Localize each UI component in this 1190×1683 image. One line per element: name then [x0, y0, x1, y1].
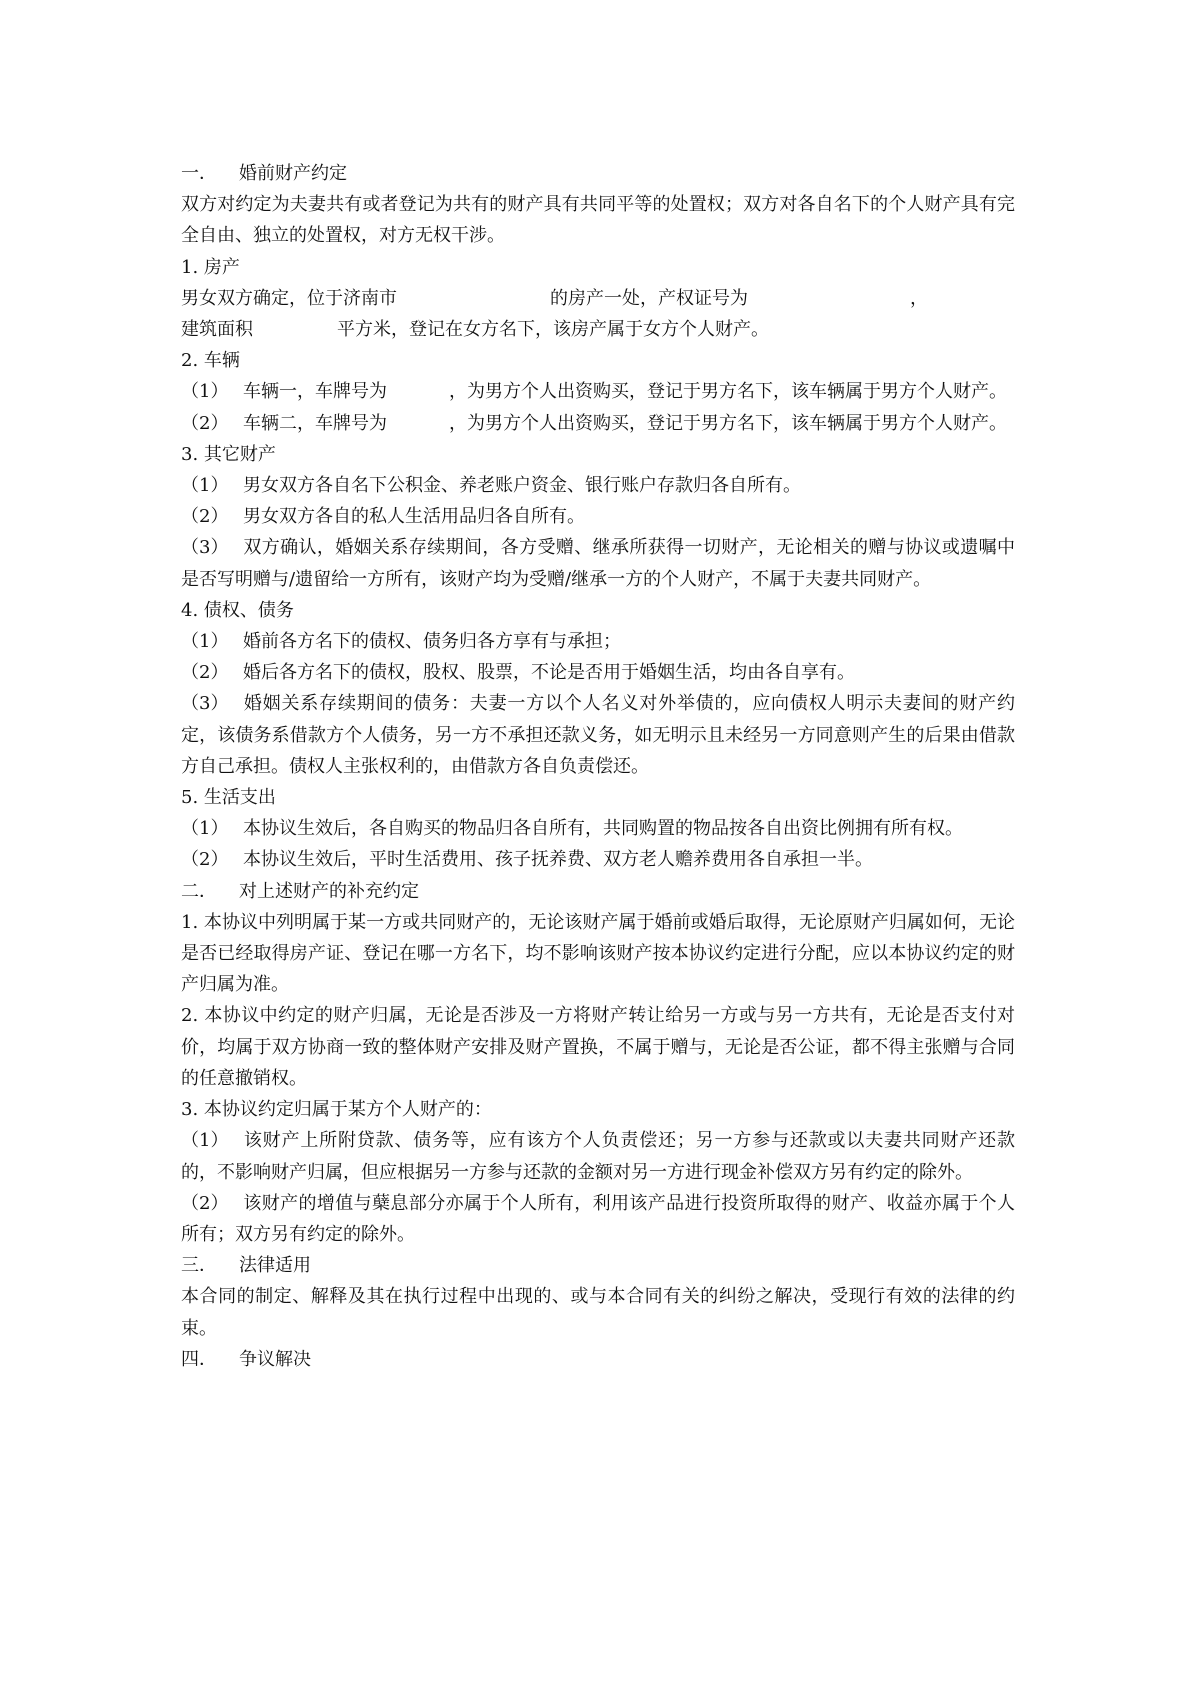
paragraph: 本合同的制定、解释及其在执行过程中出现的、或与本合同有关的纠纷之解决，受现行有效的法律的约束。	[181, 1286, 1015, 1339]
item-marker: （3）	[181, 537, 229, 559]
paragraph: 双方对约定为夫妻共有或者登记为共有的财产具有共同平等的处置权；双方对各自名下的个人财产具有完全自由、独立的处置权，对方无权干涉。	[181, 194, 1015, 247]
text-run: 平方米，登记在女方名下，该房产属于女方个人财产。	[337, 319, 769, 341]
paragraph: 3. 本协议约定归属于某方个人财产的：	[181, 1099, 492, 1121]
text-run: 车辆一，车牌号为	[243, 381, 387, 403]
section-number: 三．	[181, 1255, 217, 1277]
list-item	[181, 626, 1015, 657]
section-number: 二．	[181, 880, 217, 902]
list-item	[181, 501, 1015, 532]
item-text: 该财产的增值与蘖息部分亦属于个人所有，利用该产品进行投资所取得的财产、收益亦属于个人所有；双方另有约定的除外。	[181, 1192, 1015, 1245]
section-heading	[181, 876, 1015, 907]
item-text: 婚前各方名下的债权、债务归各方享有与承担；	[243, 631, 621, 653]
paragraph: 2. 本协议中约定的财产归属，无论是否涉及一方将财产转让给另一方或与另一方共有，无论是否支付对价，均属于双方协商一致的整体财产安排及财产置换，不属于赠与，无论是否公证，都不得主张赠与合同的任意撤销权。	[181, 1005, 1015, 1089]
section-title: 对上述财产的补充约定	[239, 880, 419, 902]
item-marker: （1）	[181, 818, 229, 840]
item-marker: （1）	[181, 631, 229, 653]
section-title: 法律适用	[239, 1255, 311, 1277]
text-run: 车辆二，车牌号为	[243, 412, 387, 434]
item-marker: （3）	[181, 693, 229, 715]
list-item	[181, 1125, 1015, 1187]
subheading-car: 2. 车辆	[181, 350, 240, 372]
item-marker: （1）	[181, 475, 229, 497]
list-item	[181, 844, 1015, 875]
text-run: 男女双方确定，位于济南市	[181, 287, 397, 309]
list-item	[181, 657, 1015, 688]
list-item	[181, 688, 1015, 782]
section-title: 婚前财产约定	[239, 163, 347, 184]
list-item	[181, 813, 1015, 844]
item-text: 男女双方各自名下公积金、养老账户资金、银行账户存款归各自所有。	[243, 475, 801, 497]
list-item	[181, 470, 1015, 501]
item-marker: （2）	[181, 412, 229, 434]
list-item	[181, 408, 1015, 439]
section-heading	[181, 158, 1015, 189]
item-text: 婚姻关系存续期间的债务：夫妻一方以个人名义对外举债的，应向债权人明示夫妻间的财产约定，该债务系借款方个人债务，另一方不承担还款义务，如无明示且未经另一方同意则产生的后果由借款方自己承担。债权人主张权利的，由借款方各自负责偿还。	[181, 693, 1015, 777]
section-heading	[181, 1344, 1015, 1375]
item-text: 该财产上所附贷款、债务等，应有该方个人负责偿还；另一方参与还款或以夫妻共同财产还款的，不影响财产归属，但应根据另一方参与还款的金额对另一方进行现金补偿双方另有约定的除外。	[181, 1130, 1015, 1183]
item-marker: （2）	[181, 662, 229, 684]
subheading-house: 1. 房产	[181, 256, 240, 278]
list-item	[181, 376, 1015, 407]
item-text: 婚后各方名下的债权，股权、股票，不论是否用于婚姻生活，均由各自享有。	[243, 662, 855, 684]
section-number: 四．	[181, 1348, 217, 1370]
text-run: ，为男方个人出资购买，登记于男方名下，该车辆属于男方个人财产。	[449, 412, 1007, 434]
paragraph: 1. 本协议中列明属于某一方或共同财产的，无论该财产属于婚前或婚后取得，无论原财产归属如何，无论是否已经取得房产证、登记在哪一方名下，均不影响该财产按本协议约定进行分配，应以本协议约定的财产归属为准。	[181, 911, 1015, 996]
item-text: 双方确认，婚姻关系存续期间，各方受赠、继承所获得一切财产，无论相关的赠与协议或遗嘱中是否写明赠与/遗留给一方所有，该财产均为受赠/继承一方的个人财产，不属于夫妻共同财产。	[181, 537, 1015, 590]
item-text: 男女双方各自的私人生活用品归各自所有。	[243, 506, 585, 528]
subheading-debt: 4. 债权、债务	[181, 599, 294, 621]
item-marker: （2）	[181, 849, 229, 871]
item-marker: （2）	[181, 506, 229, 528]
section-title: 争议解决	[239, 1348, 311, 1370]
item-marker: （1）	[181, 381, 229, 403]
list-item	[181, 1188, 1015, 1250]
section-number: 一．	[181, 163, 217, 184]
text-run: 的房产一处，产权证号为	[550, 287, 748, 309]
text-run: ，为男方个人出资购买，登记于男方名下，该车辆属于男方个人财产。	[449, 381, 1007, 403]
item-text: 本协议生效后，各自购买的物品归各自所有，共同购置的物品按各自出资比例拥有所有权。	[243, 818, 963, 840]
section-heading	[181, 1250, 1015, 1281]
item-text: 本协议生效后，平时生活费用、孩子抚养费、双方老人赡养费用各自承担一半。	[243, 849, 873, 871]
subheading-other: 3. 其它财产	[181, 443, 276, 465]
text-run: 建筑面积	[181, 319, 253, 341]
document-body	[181, 158, 1015, 1375]
paragraph-house	[181, 283, 1015, 345]
subheading-life: 5. 生活支出	[181, 787, 276, 809]
item-marker: （2）	[181, 1192, 229, 1214]
item-marker: （1）	[181, 1130, 229, 1152]
list-item	[181, 532, 1015, 594]
text-run: ，	[910, 287, 928, 309]
